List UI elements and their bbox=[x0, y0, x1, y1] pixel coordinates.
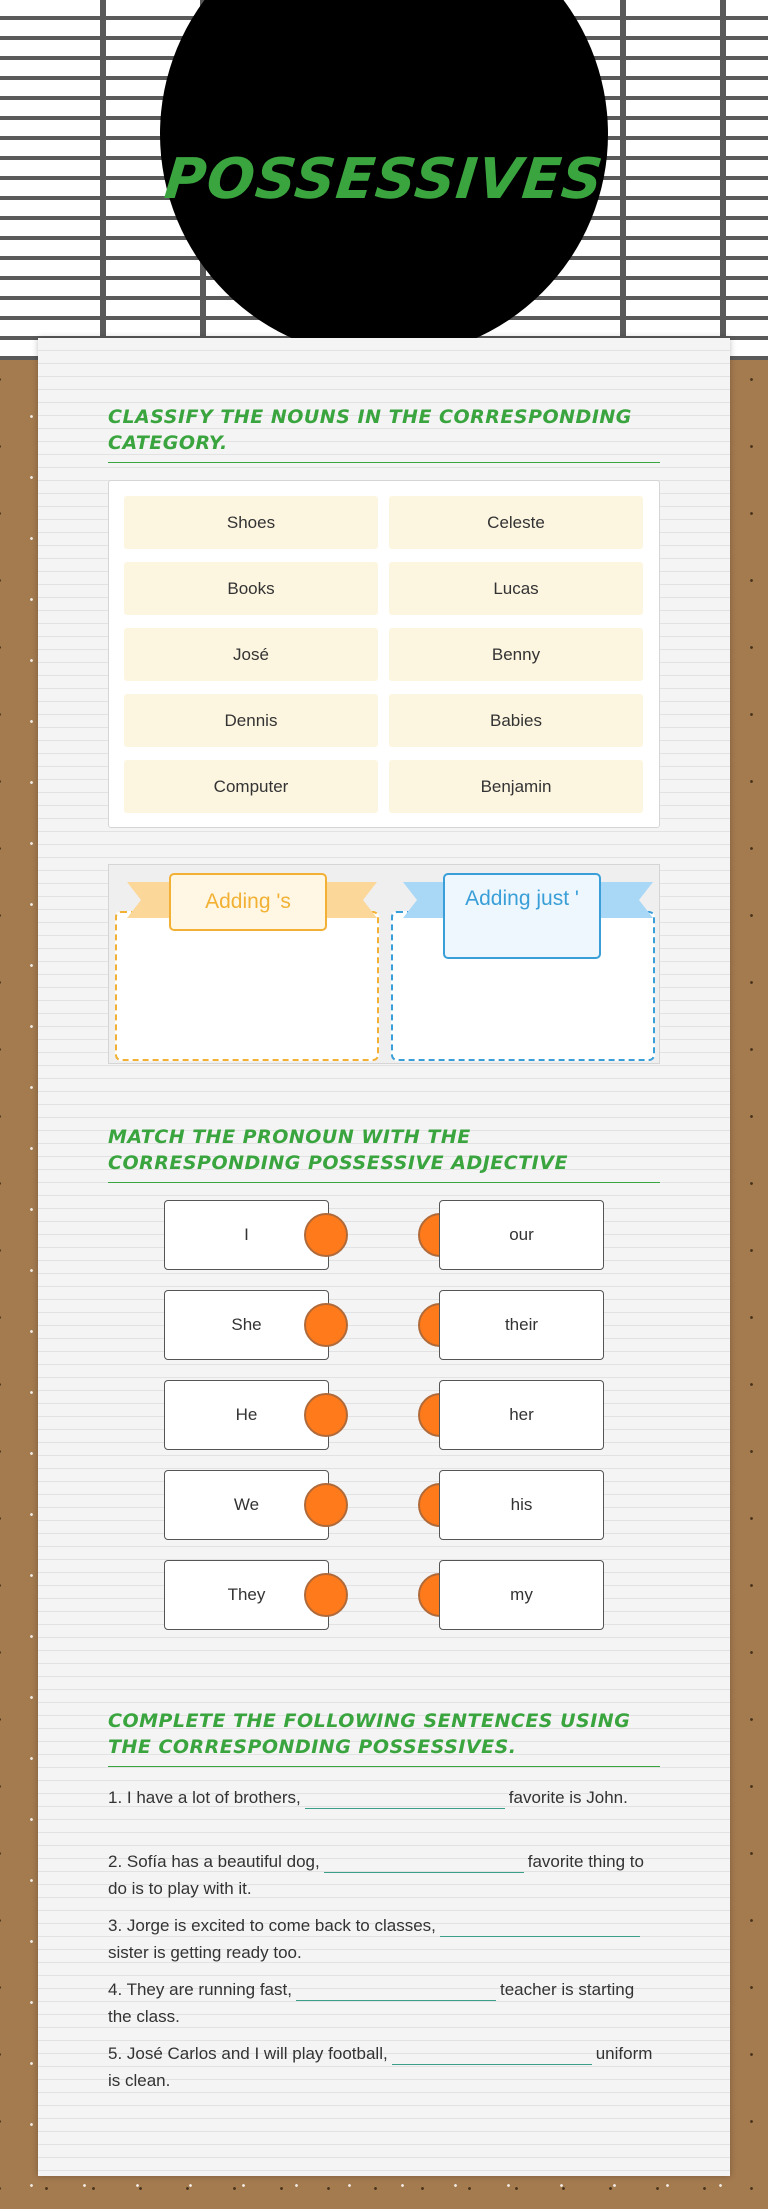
noun-item[interactable]: Dennis bbox=[124, 694, 378, 747]
worksheet-paper bbox=[38, 338, 730, 2176]
noun-item[interactable]: Babies bbox=[389, 694, 643, 747]
pronoun-connector-dot[interactable] bbox=[304, 1303, 348, 1347]
pronoun-box: He bbox=[164, 1380, 329, 1450]
section-complete-heading: COMPLETE THE FOLLOWING SENTENCES USING THE CORRESPONDING POSSESSIVES. bbox=[108, 1708, 660, 1767]
noun-bank bbox=[108, 480, 660, 828]
sentence-2 bbox=[108, 1848, 660, 1902]
noun-item[interactable]: Books bbox=[124, 562, 378, 615]
pattern-line bbox=[100, 0, 106, 360]
pronoun-connector-dot[interactable] bbox=[304, 1483, 348, 1527]
answer-input[interactable] bbox=[305, 1789, 505, 1809]
adjective-box: her bbox=[439, 1380, 604, 1450]
answer-input[interactable] bbox=[296, 1981, 496, 2001]
pronoun-connector-dot[interactable] bbox=[304, 1393, 348, 1437]
pronoun-box: We bbox=[164, 1470, 329, 1540]
noun-item[interactable]: Celeste bbox=[389, 496, 643, 549]
sentence-3 bbox=[108, 1912, 660, 1966]
answer-input[interactable] bbox=[324, 1853, 524, 1873]
sentence-text: favorite thing to do is to play with it. bbox=[108, 1852, 644, 1898]
adjective-box: our bbox=[439, 1200, 604, 1270]
sentence-5 bbox=[108, 2040, 660, 2094]
noun-item[interactable]: Benjamin bbox=[389, 760, 643, 813]
sentence-text: 5. José Carlos and I will play football, bbox=[108, 2044, 388, 2063]
sentence-4 bbox=[108, 1976, 660, 2030]
adjective-box: his bbox=[439, 1470, 604, 1540]
section-match-heading: MATCH THE PRONOUN WITH THE CORRESPONDING POSSESSIVE ADJECTIVE bbox=[108, 1124, 660, 1183]
pattern-line bbox=[620, 0, 626, 360]
category-label-adding-apostrophe: Adding just ' bbox=[443, 873, 601, 959]
sentence-text: favorite is John. bbox=[508, 1788, 628, 1807]
noun-item[interactable]: José bbox=[124, 628, 378, 681]
noun-item[interactable]: Lucas bbox=[389, 562, 643, 615]
sentence-1 bbox=[108, 1784, 660, 1811]
answer-input[interactable] bbox=[440, 1917, 640, 1937]
ribbon-tail-icon bbox=[593, 882, 653, 918]
title-circle bbox=[160, 0, 608, 358]
pronoun-box: I bbox=[164, 1200, 329, 1270]
noun-item[interactable]: Shoes bbox=[124, 496, 378, 549]
sentence-text: sister is getting ready too. bbox=[108, 1943, 302, 1962]
section-classify-heading: CLASSIFY THE NOUNS IN THE CORRESPONDING CATEGORY. bbox=[108, 404, 660, 463]
pronoun-box: They bbox=[164, 1560, 329, 1630]
adjective-box: their bbox=[439, 1290, 604, 1360]
pronoun-box: She bbox=[164, 1290, 329, 1360]
sentence-text: 3. Jorge is excited to come back to classes, bbox=[108, 1916, 436, 1935]
adjective-box: my bbox=[439, 1560, 604, 1630]
noun-item[interactable]: Computer bbox=[124, 760, 378, 813]
answer-input[interactable] bbox=[392, 2045, 592, 2065]
pattern-line bbox=[720, 0, 726, 360]
category-label-adding-s: Adding 's bbox=[169, 873, 327, 931]
sentence-text: 1. I have a lot of brothers, bbox=[108, 1788, 301, 1807]
sentence-text: 4. They are running fast, bbox=[108, 1980, 292, 1999]
page-title: POSSESSIVES bbox=[161, 146, 607, 212]
sentence-text: teacher is starting the class. bbox=[108, 1980, 635, 2026]
category-drop-area bbox=[108, 864, 660, 1064]
header-banner bbox=[0, 0, 768, 360]
sentence-text: 2. Sofía has a beautiful dog, bbox=[108, 1852, 320, 1871]
pronoun-connector-dot[interactable] bbox=[304, 1213, 348, 1257]
noun-item[interactable]: Benny bbox=[389, 628, 643, 681]
pronoun-connector-dot[interactable] bbox=[304, 1573, 348, 1617]
drop-zone-adding-s[interactable] bbox=[115, 911, 379, 1061]
sentence-text: uniform is clean. bbox=[108, 2044, 653, 2090]
